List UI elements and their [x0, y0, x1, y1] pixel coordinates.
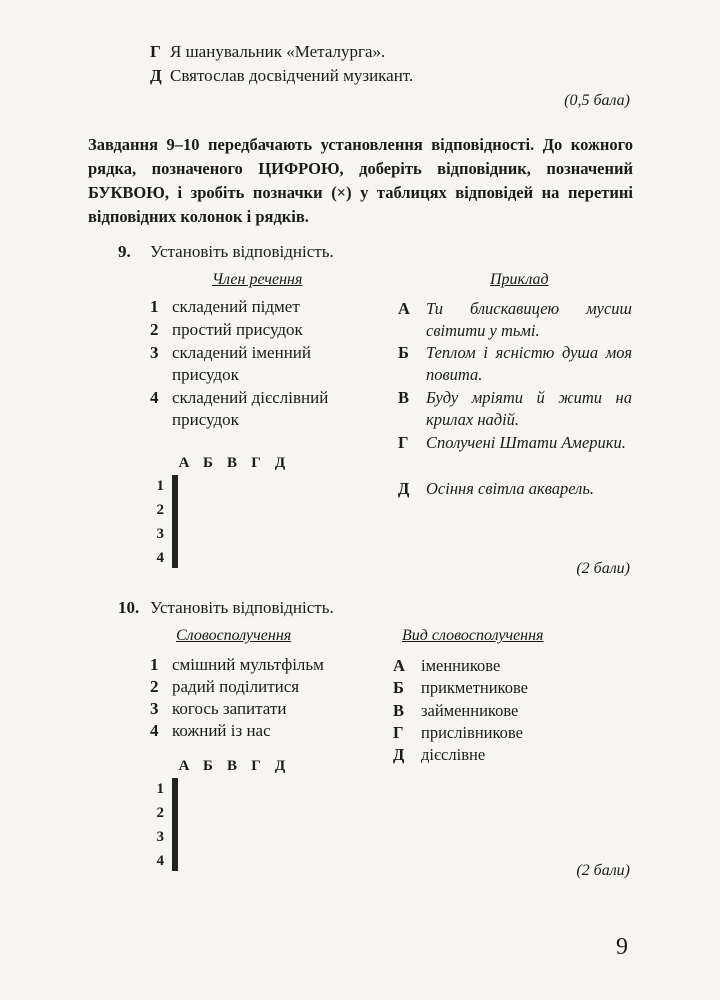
q10-option-v: [393, 700, 623, 722]
q9-item-2: [150, 319, 380, 341]
grid-col-g: Г: [251, 758, 261, 774]
top-item-text: Святослав досвідчений музикант.: [170, 66, 414, 85]
top-item-text: Я шанувальник «Металурга».: [170, 42, 386, 61]
top-item-letter: Г: [150, 42, 161, 61]
q10-left-heading: Словосполучення: [176, 627, 292, 644]
q10-item-2: [150, 676, 380, 698]
q10-option-b: [393, 677, 623, 699]
q10-right-heading: Вид словосполучення: [402, 627, 544, 644]
q9-number: 9.: [118, 242, 131, 261]
option-text: Буду мріяти й жити на крилах надій.: [426, 388, 632, 429]
item-number: 4: [150, 388, 159, 407]
q9-item-4: [150, 387, 375, 431]
grid-cell[interactable]: [177, 825, 178, 848]
q10-option-g: [393, 722, 623, 744]
option-text: Ти блискавицею мусиш світити у тьмі.: [426, 299, 632, 340]
q10-item-1: [150, 654, 380, 676]
item-text: когось запитати: [172, 699, 287, 718]
grid-col-d: Д: [274, 758, 286, 774]
grid-col-b: Б: [203, 455, 213, 471]
q10-option-a: [393, 655, 623, 677]
grid-col-b: Б: [203, 758, 213, 774]
item-number: 3: [150, 343, 159, 362]
item-number: 4: [150, 721, 159, 740]
item-text: смішний мультфільм: [172, 655, 324, 674]
grid-row-4: 4: [156, 550, 164, 566]
q9-option-b: [398, 342, 632, 386]
item-number: 1: [150, 655, 159, 674]
option-text: прикметникове: [421, 678, 529, 697]
option-text: займенникове: [421, 701, 519, 720]
option-letter: Б: [393, 678, 404, 697]
q10-title: [118, 598, 334, 618]
q9-option-d: [398, 478, 632, 500]
option-letter: В: [398, 388, 410, 407]
q10-item-3: [150, 698, 380, 720]
item-number: 2: [150, 320, 159, 339]
grid-col-a: А: [178, 455, 190, 471]
option-text: прислівникове: [421, 723, 523, 742]
grid-cell[interactable]: [177, 802, 178, 825]
grid-col-a: А: [178, 758, 190, 774]
grid-row-3: 3: [156, 526, 164, 542]
item-text: складений підмет: [172, 297, 300, 316]
option-letter: А: [393, 656, 405, 675]
option-letter: Г: [393, 723, 404, 742]
q9-title-text: Установіть відповідність.: [150, 242, 334, 261]
option-letter: Б: [398, 343, 409, 362]
grid-cell[interactable]: [177, 779, 178, 802]
grid-cell[interactable]: [177, 499, 178, 522]
option-text: іменникове: [421, 656, 501, 675]
grid-row-2: 2: [156, 502, 164, 518]
q10-item-4: [150, 720, 380, 742]
q9-score: (2 бали): [576, 560, 630, 577]
grid-row-2: 2: [156, 805, 164, 821]
grid-row-3: 3: [156, 829, 164, 845]
grid-cell[interactable]: [177, 848, 178, 871]
option-letter: В: [393, 701, 405, 720]
q9-item-1: [150, 296, 380, 318]
item-text: радий поділитися: [172, 677, 300, 696]
option-text: Теплом і ясністю душа моя повита.: [426, 343, 632, 384]
item-text: кожний із нас: [172, 721, 271, 740]
grid-cell[interactable]: [177, 522, 178, 545]
answer-grid-table: [172, 778, 178, 871]
answer-grid-table: [172, 475, 178, 568]
option-letter: Г: [398, 433, 409, 452]
q9-item-3: [150, 342, 365, 386]
option-text: Сполучені Штати Америки.: [426, 433, 626, 452]
q10-number: 10.: [118, 598, 140, 617]
top-item-letter: Д: [150, 66, 162, 85]
q10-score: (2 бали): [576, 862, 630, 879]
grid-row-1: 1: [156, 478, 164, 494]
q10-option-d: [393, 744, 623, 766]
q9-left-heading: Член речення: [212, 271, 303, 288]
q9-option-g: [398, 432, 632, 454]
item-number: 1: [150, 297, 159, 316]
grid-row-1: 1: [156, 781, 164, 797]
q9-option-a: [398, 298, 632, 342]
page-number: 9: [616, 934, 628, 960]
grid-col-v: В: [226, 758, 237, 774]
option-text: Осіння світла акварель.: [426, 479, 595, 498]
option-letter: Д: [393, 745, 405, 764]
item-number: 2: [150, 677, 159, 696]
grid-col-g: Г: [251, 455, 261, 471]
grid-col-v: В: [226, 455, 237, 471]
instructions: Завдання 9–10 передбачають установлення відповідності. До кожного рядка, позначеного ЦИФРОЮ, доберіть відповідник, позначений БУКВОЮ, і зробіть позначки (×) у таблицях відповідей на перетині відповідних колонок і рядків.: [88, 135, 633, 226]
item-text: складений дієслівний присудок: [172, 388, 329, 429]
grid-row-4: 4: [156, 853, 164, 869]
top-item-d: [150, 66, 413, 86]
q10-title-text: Установіть відповідність.: [150, 598, 334, 617]
item-text: складений іменний присудок: [172, 343, 311, 384]
q9-right-heading: Приклад: [490, 271, 549, 288]
q9-title: [118, 242, 334, 262]
item-number: 3: [150, 699, 159, 718]
top-score: (0,5 бала): [564, 92, 630, 109]
option-text: дієслівне: [421, 745, 486, 764]
grid-cell[interactable]: [177, 476, 178, 499]
q9-option-v: [398, 387, 632, 431]
grid-col-d: Д: [274, 455, 286, 471]
grid-cell[interactable]: [177, 545, 178, 568]
option-letter: Д: [398, 479, 410, 498]
top-item-g: [150, 42, 385, 62]
item-text: простий присудок: [172, 320, 303, 339]
option-letter: А: [398, 299, 410, 318]
